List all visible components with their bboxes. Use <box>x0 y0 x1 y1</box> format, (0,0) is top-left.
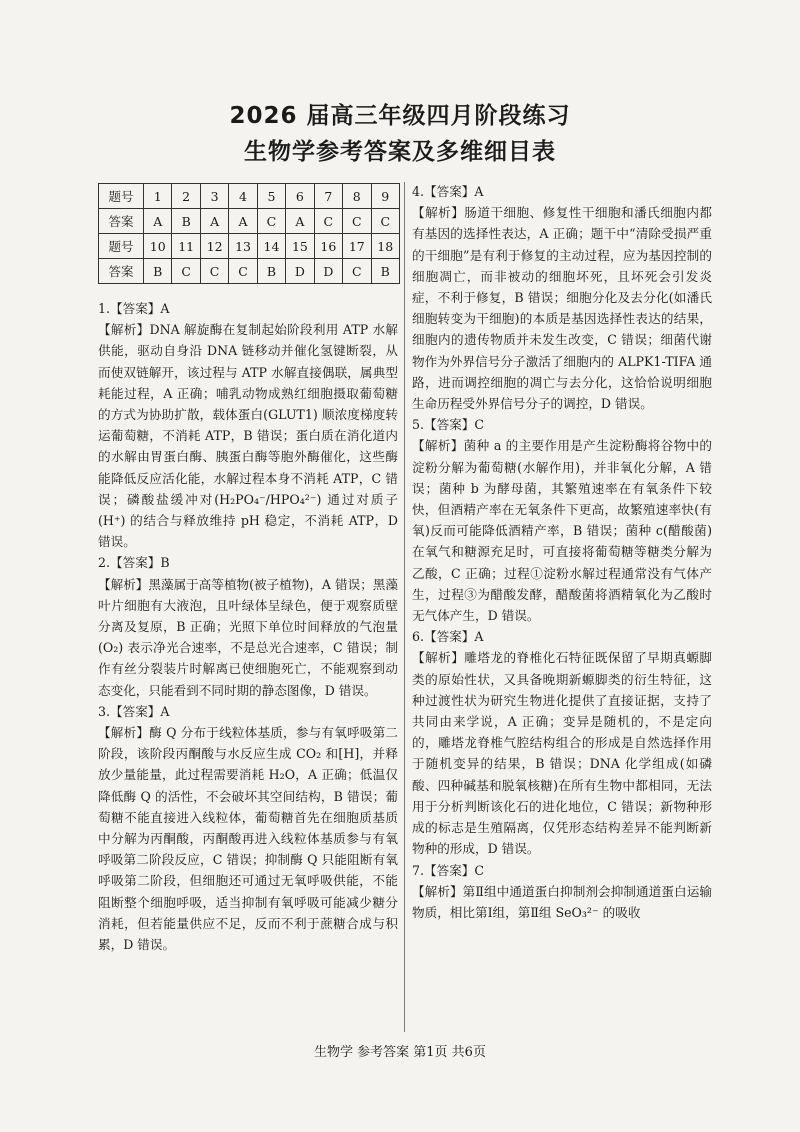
table-cell: C <box>172 259 200 284</box>
table-cell: 6 <box>286 184 314 209</box>
table-cell: B <box>257 259 285 284</box>
question-6 <box>412 626 712 859</box>
column-divider <box>404 182 405 1032</box>
answer-line: 6.【答案】A <box>412 629 484 645</box>
explanation-text: 【解析】DNA 解旋酶在复制起始阶段利用 ATP 水解供能，驱动自身沿 DNA 链移动并催化氢键断裂，从而使双链解开，该过程与 ATP 水解直接偶联，属典型耗能过程，A 正确；哺乳动物成熟红细胞摄取葡萄糖的方式为协助扩散，载体蛋白(GLUT1) 顺浓度梯度转运葡萄糖，不消耗 ATP，B 错误；蛋白质在消化道内的水解由胃蛋白酶、胰蛋白酶等胞外酶催化，这些酶能降低反应活化能，水解过程本身不消耗 ATP，C 错误；磷酸盐缓冲对(H₂PO₄⁻/HPO₄²⁻) 通过对质子(H⁺) 的结合与释放维持 pH 稳定，不消耗 ATP，D 错误。 <box>98 322 398 550</box>
answer-line: 3.【答案】A <box>98 703 170 719</box>
right-column <box>412 181 712 923</box>
table-cell: 8 <box>343 184 371 209</box>
explanation-text: 【解析】第Ⅱ组中通道蛋白抑制剂会抑制通道蛋白运输物质，相比第Ⅰ组，第Ⅱ组 SeO₃²⁻ 的吸收 <box>412 883 712 920</box>
table-cell: 7 <box>314 184 342 209</box>
question-3 <box>98 701 398 955</box>
table-cell: 3 <box>200 184 228 209</box>
table-cell: C <box>200 259 228 284</box>
explanation-text: 【解析】菌种 a 的主要作用是产生淀粉酶将谷物中的淀粉分解为葡萄糖(水解作用)，并非氧化分解，A 错误；菌种 b 为酵母菌，其繁殖速率在有氧条件下较快，但酒精产率在无氧条件下更高，故繁殖速率快(有氧)反而可能降低酒精产率，B 错误；菌种 c(醋酸菌)在氧气和糖源充足时，可直接将葡萄糖等糖类分解为乙酸，C 正确；过程①淀粉水解过程通常没有气体产生，过程③为醋酸发酵，醋酸菌将酒精氧化为乙酸时无气体产生，D 错误。 <box>412 438 712 624</box>
answer-table-row <box>99 259 400 284</box>
answer-line: 1.【答案】A <box>98 301 170 316</box>
table-cell: 12 <box>200 234 228 259</box>
table-cell: C <box>229 259 257 284</box>
table-cell: A <box>200 209 228 234</box>
table-cell: 16 <box>314 234 342 259</box>
question-7 <box>412 860 712 924</box>
table-cell: A <box>229 209 257 234</box>
document-subtitle: 生物学参考答案及多维细目表 <box>244 139 556 165</box>
table-cell: D <box>314 259 342 284</box>
answer-table <box>98 183 400 284</box>
answer-line: 5.【答案】C <box>412 417 485 433</box>
table-cell: 9 <box>371 184 400 209</box>
table-cell: C <box>371 209 400 234</box>
answer-table-row <box>99 234 400 259</box>
question-2 <box>98 552 398 700</box>
table-row-header: 答案 <box>99 259 144 284</box>
page-footer: 生物学 参考答案 第1页 共6页 <box>314 1045 486 1060</box>
table-cell: D <box>286 259 314 284</box>
table-cell: 5 <box>257 184 285 209</box>
table-cell: 18 <box>371 234 400 259</box>
table-cell: 15 <box>286 234 314 259</box>
table-cell: B <box>371 259 400 284</box>
table-cell: 10 <box>144 234 172 259</box>
table-cell: 4 <box>229 184 257 209</box>
question-4 <box>412 181 712 414</box>
explanation-text: 【解析】黑藻属于高等植物(被子植物)，A 错误；黑藻叶片细胞有大液泡，且叶绿体呈绿色，便于观察质壁分离及复原，B 正确；光照下单位时间释放的气泡量(O₂) 表示净光合速率，不是总光合速率，C 错误；制作有丝分裂装片时解离已使细胞死亡，不能观察到动态变化，只能看到不同时期的静态图像，D 错误。 <box>98 576 398 698</box>
question-1 <box>98 298 398 552</box>
table-cell: C <box>257 209 285 234</box>
table-cell: B <box>144 259 172 284</box>
table-cell: 13 <box>229 234 257 259</box>
table-cell: 1 <box>144 184 172 209</box>
document-title: 2026 届高三年级四月阶段练习 <box>229 103 571 129</box>
table-cell: A <box>144 209 172 234</box>
answer-table-row <box>99 184 400 209</box>
table-cell: C <box>343 259 371 284</box>
table-row-header: 题号 <box>99 234 144 259</box>
table-row-header: 题号 <box>99 184 144 209</box>
answer-line: 4.【答案】A <box>412 184 484 199</box>
explanation-text: 【解析】肠道干细胞、修复性干细胞和潘氏细胞内都有基因的选择性表达，A 正确；题干中“清除受损严重的干细胞”是有利于修复的主动过程，应为基因控制的细胞凋亡，而非被动的细胞坏死，且坏死会引发炎症，不利于修复，B 错误；细胞分化及去分化(如潘氏细胞转变为干细胞)的本质是基因选择性表达的结果，细胞内的遗传物质并未发生改变，C 错误；细菌代谢物作为外界信号分子激活了细胞内的 ALPK1-TIFA 通路，进而调控细胞的凋亡与去分化，这恰恰说明细胞生命历程受外界信号分子的调控，D 错误。 <box>412 205 712 412</box>
table-cell: B <box>172 209 200 234</box>
explanation-text: 【解析】酶 Q 分布于线粒体基质，参与有氧呼吸第二阶段，该阶段丙酮酸与水反应生成 CO₂ 和[H]，并释放少量能量，此过程需要消耗 H₂O，A 正确；低温仅降低酶 Q 的活性，不会破坏其空间结构，B 错误；葡萄糖不能直接进入线粒体，葡萄糖首先在细胞质基质中分解为丙酮酸，丙酮酸再进入线粒体基质参与有氧呼吸第二阶段反应，C 错误；抑制酶 Q 只能阻断有氧呼吸第二阶段，但细胞还可通过无氧呼吸供能，不能阻断整个细胞呼吸，适当抑制有氧呼吸可能减少糖分消耗，但若能量供应不足，反而不利于蔗糖合成与积累，D 错误。 <box>98 725 398 953</box>
answer-table-row <box>99 209 400 234</box>
question-5 <box>412 414 712 626</box>
table-cell: 11 <box>172 234 200 259</box>
explanation-text: 【解析】雕塔龙的脊椎化石特征既保留了早期真螈脚类的原始性状，又具备晚期新螈脚类的衍生特征，这种过渡性状为研究生物进化提供了直接证据，支持了共同由来学说，A 正确；变异是随机的，不是定向的，雕塔龙脊椎气腔结构组合的形成是自然选择作用于随机变异的结果，B 错误；DNA 化学组成(如磷酸、四种碱基和脱氧核糖)在所有生物中都相同，无法用于分析判断该化石的进化地位，C 错误；新物种形成的标志是生殖隔离，仅凭形态结构差异不能判断新物种的形成，D 错误。 <box>412 650 712 857</box>
table-cell: 17 <box>343 234 371 259</box>
table-cell: 2 <box>172 184 200 209</box>
answer-line: 2.【答案】B <box>98 555 170 571</box>
table-row-header: 答案 <box>99 209 144 234</box>
table-cell: C <box>343 209 371 234</box>
table-cell: 14 <box>257 234 285 259</box>
table-cell: C <box>314 209 342 234</box>
answer-line: 7.【答案】C <box>412 862 485 878</box>
table-cell: A <box>286 209 314 234</box>
left-column <box>98 298 398 955</box>
